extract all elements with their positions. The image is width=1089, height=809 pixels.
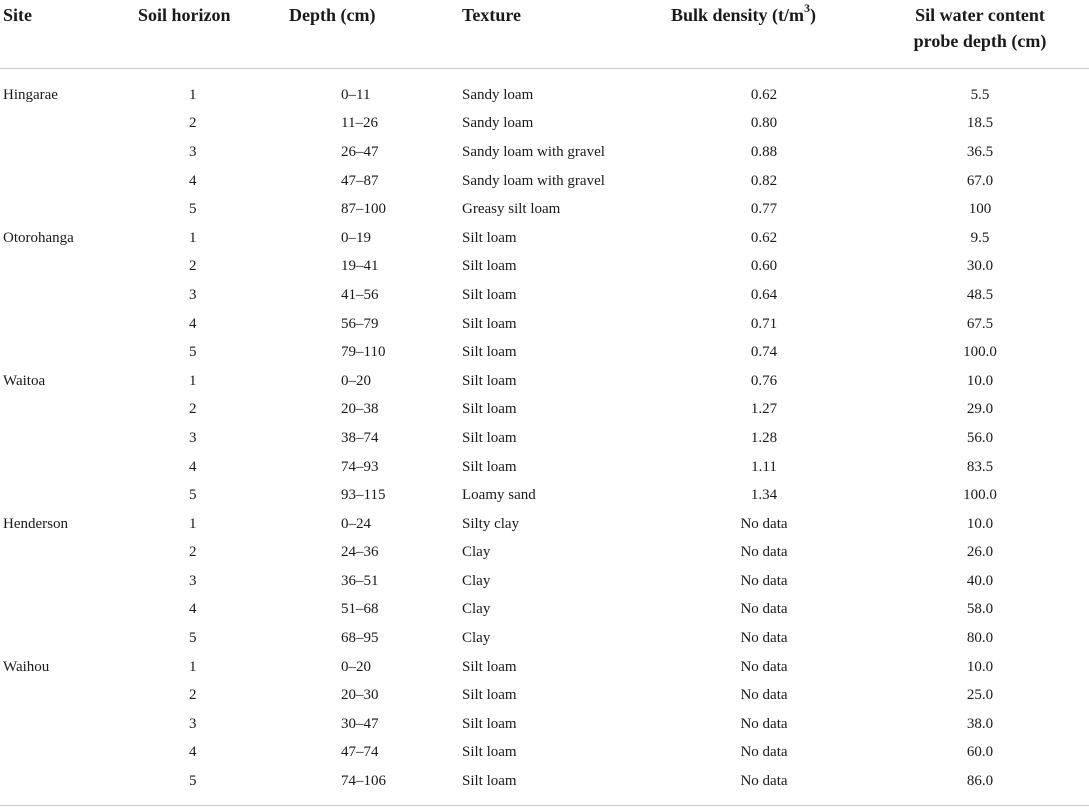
cell-depth: 19–41 (341, 258, 379, 275)
cell-texture: Silt loam (462, 658, 517, 675)
table-row (0, 253, 1089, 282)
table-row (0, 424, 1089, 453)
table-row (0, 653, 1089, 682)
header-depth: Depth (cm) (283, 0, 461, 69)
table-row (0, 681, 1089, 710)
cell-depth: 0–11 (341, 86, 371, 103)
cell-horizon: 2 (189, 258, 197, 275)
cell-bulk: No data (740, 515, 788, 532)
table-row (0, 567, 1089, 596)
cell-bulk: No data (740, 715, 788, 732)
cell-texture: Clay (462, 601, 491, 618)
cell-site (0, 596, 138, 625)
table-row (0, 195, 1089, 224)
header-texture: Texture (461, 0, 657, 69)
cell-depth: 47–87 (341, 172, 379, 189)
table-row (0, 481, 1089, 510)
cell-site (0, 624, 138, 653)
table-bottom-rule (0, 805, 1089, 806)
cell-probe: 26.0 (966, 544, 994, 561)
table-row (0, 281, 1089, 310)
cell-horizon: 3 (189, 572, 197, 589)
cell-bulk: 0.82 (750, 172, 778, 189)
cell-texture: Silt loam (462, 715, 517, 732)
cell-texture: Silty clay (462, 515, 520, 532)
header-bulk-density (657, 0, 871, 69)
header-probe-depth (871, 0, 1089, 69)
table-row (0, 710, 1089, 739)
cell-texture: Clay (462, 630, 491, 647)
cell-bulk: 0.77 (750, 201, 778, 218)
table-row (0, 624, 1089, 653)
cell-horizon: 3 (189, 143, 197, 160)
cell-probe: 40.0 (966, 572, 994, 589)
cell-site (0, 396, 138, 425)
cell-site (0, 710, 138, 739)
cell-site (0, 424, 138, 453)
cell-probe: 60.0 (966, 744, 994, 761)
cell-texture: Clay (462, 544, 491, 561)
cell-bulk: 1.34 (750, 487, 778, 504)
cell-texture: Silt loam (462, 372, 517, 389)
table-row (0, 510, 1089, 539)
cell-depth: 0–20 (341, 658, 371, 675)
table-row (0, 110, 1089, 139)
cell-texture: Sandy loam (462, 115, 534, 132)
cell-texture: Silt loam (462, 315, 517, 332)
cell-depth: 79–110 (341, 344, 386, 361)
cell-horizon: 4 (189, 744, 197, 761)
cell-depth: 56–79 (341, 315, 379, 332)
cell-site (0, 767, 138, 796)
cell-horizon: 5 (189, 487, 197, 504)
cell-texture: Silt loam (462, 458, 517, 475)
cell-depth: 0–24 (341, 515, 371, 532)
cell-site (0, 195, 138, 224)
cell-depth: 51–68 (341, 601, 379, 618)
cell-horizon: 2 (189, 544, 197, 561)
cell-texture: Silt loam (462, 344, 517, 361)
cell-site (0, 567, 138, 596)
header-bulk-density-text: Bulk density (t/m (671, 5, 805, 25)
cell-bulk: 0.62 (750, 86, 778, 103)
cell-texture: Sandy loam with gravel (462, 143, 605, 160)
cell-probe: 48.5 (966, 286, 994, 303)
cell-probe: 9.5 (970, 229, 990, 246)
table-header (0, 0, 1089, 69)
cell-depth: 20–30 (341, 687, 379, 704)
cell-bulk: No data (740, 658, 788, 675)
header-bulk-density-superscript: 3 (804, 1, 811, 15)
table-row (0, 310, 1089, 339)
cell-texture: Silt loam (462, 744, 517, 761)
cell-texture: Silt loam (462, 687, 517, 704)
cell-horizon: 2 (189, 115, 197, 132)
cell-probe: 80.0 (966, 630, 994, 647)
header-row (0, 0, 1089, 69)
cell-texture: Silt loam (462, 429, 517, 446)
cell-horizon: 4 (189, 458, 197, 475)
cell-bulk: 0.76 (750, 372, 778, 389)
cell-site: Waitoa (3, 372, 46, 389)
cell-texture: Sandy loam (462, 86, 534, 103)
cell-bulk: No data (740, 773, 788, 790)
cell-horizon: 3 (189, 715, 197, 732)
table-row (0, 396, 1089, 425)
table-row (0, 167, 1089, 196)
cell-probe: 38.0 (966, 715, 994, 732)
cell-bulk: No data (740, 687, 788, 704)
cell-texture: Silt loam (462, 258, 517, 275)
cell-probe: 10.0 (966, 515, 994, 532)
cell-probe: 10.0 (966, 372, 994, 389)
cell-bulk: 1.11 (751, 458, 777, 475)
cell-probe: 58.0 (966, 601, 994, 618)
cell-depth: 20–38 (341, 401, 379, 418)
cell-texture: Sandy loam with gravel (462, 172, 605, 189)
cell-horizon: 4 (189, 601, 197, 618)
header-bulk-density-close: ) (810, 5, 817, 25)
cell-site (0, 281, 138, 310)
cell-depth: 36–51 (341, 572, 379, 589)
cell-texture: Silt loam (462, 286, 517, 303)
cell-probe: 30.0 (966, 258, 994, 275)
cell-horizon: 4 (189, 315, 197, 332)
cell-horizon: 1 (189, 86, 197, 103)
table-row (0, 453, 1089, 482)
cell-horizon: 3 (189, 429, 197, 446)
cell-depth: 41–56 (341, 286, 379, 303)
cell-probe: 67.0 (966, 172, 994, 189)
header-probe-line1: Sil water content (915, 5, 1045, 25)
cell-depth: 74–106 (341, 773, 386, 790)
cell-horizon: 1 (189, 372, 197, 389)
cell-bulk: No data (740, 601, 788, 618)
cell-probe: 18.5 (966, 115, 994, 132)
table-row (0, 367, 1089, 396)
cell-site: Otorohanga (3, 229, 74, 246)
cell-horizon: 5 (189, 201, 197, 218)
cell-horizon: 4 (189, 172, 197, 189)
cell-bulk: No data (740, 544, 788, 561)
cell-horizon: 1 (189, 658, 197, 675)
cell-depth: 11–26 (341, 115, 378, 132)
cell-site (0, 539, 138, 568)
cell-site (0, 739, 138, 768)
cell-horizon: 2 (189, 687, 197, 704)
cell-horizon: 5 (189, 630, 197, 647)
cell-bulk: No data (740, 630, 788, 647)
header-probe-line2: probe depth (cm) (913, 31, 1047, 51)
cell-depth: 26–47 (341, 143, 379, 160)
cell-texture: Silt loam (462, 401, 517, 418)
cell-bulk: 0.62 (750, 229, 778, 246)
cell-bulk: 0.80 (750, 115, 778, 132)
cell-depth: 74–93 (341, 458, 379, 475)
table-row (0, 138, 1089, 167)
cell-probe: 36.5 (966, 143, 994, 160)
cell-site: Henderson (3, 515, 68, 532)
cell-site (0, 681, 138, 710)
cell-depth: 93–115 (341, 487, 386, 504)
cell-texture: Silt loam (462, 773, 517, 790)
cell-site (0, 453, 138, 482)
cell-bulk: 1.27 (750, 401, 778, 418)
cell-texture: Greasy silt loam (462, 201, 561, 218)
cell-probe: 5.5 (970, 86, 990, 103)
cell-horizon: 2 (189, 401, 197, 418)
cell-probe: 100 (968, 201, 992, 218)
cell-horizon: 5 (189, 344, 197, 361)
cell-texture: Silt loam (462, 229, 517, 246)
cell-horizon: 3 (189, 286, 197, 303)
cell-depth: 38–74 (341, 429, 379, 446)
cell-site (0, 138, 138, 167)
cell-site (0, 253, 138, 282)
table-row (0, 739, 1089, 768)
cell-bulk: 0.71 (750, 315, 778, 332)
cell-probe: 100.0 (963, 487, 997, 504)
cell-depth: 24–36 (341, 544, 379, 561)
cell-bulk: No data (740, 744, 788, 761)
cell-probe: 10.0 (966, 658, 994, 675)
cell-horizon: 1 (189, 515, 197, 532)
cell-bulk: 0.60 (750, 258, 778, 275)
cell-probe: 83.5 (966, 458, 994, 475)
cell-bulk: 0.64 (750, 286, 778, 303)
cell-site (0, 310, 138, 339)
cell-probe: 86.0 (966, 773, 994, 790)
cell-site: Hingarae (3, 86, 58, 103)
table-row (0, 596, 1089, 625)
cell-probe: 100.0 (963, 344, 997, 361)
cell-probe: 25.0 (966, 687, 994, 704)
cell-texture: Loamy sand (462, 487, 536, 504)
cell-texture: Clay (462, 572, 491, 589)
cell-depth: 0–19 (341, 229, 371, 246)
table-body (0, 69, 1089, 796)
cell-bulk: 0.74 (750, 344, 778, 361)
table-row (0, 338, 1089, 367)
cell-depth: 47–74 (341, 744, 379, 761)
cell-probe: 29.0 (966, 401, 994, 418)
cell-site: Waihou (3, 658, 50, 675)
cell-depth: 0–20 (341, 372, 371, 389)
cell-probe: 56.0 (966, 429, 994, 446)
table-row (0, 69, 1089, 110)
cell-bulk: 1.28 (750, 429, 778, 446)
cell-probe: 67.5 (966, 315, 994, 332)
cell-depth: 30–47 (341, 715, 379, 732)
table-row (0, 767, 1089, 796)
header-soil-horizon: Soil horizon (138, 0, 283, 69)
cell-bulk: 0.88 (750, 143, 778, 160)
table-row (0, 224, 1089, 253)
cell-site (0, 110, 138, 139)
cell-horizon: 1 (189, 229, 197, 246)
cell-site (0, 167, 138, 196)
cell-site (0, 481, 138, 510)
cell-site (0, 338, 138, 367)
cell-depth: 68–95 (341, 630, 379, 647)
cell-bulk: No data (740, 572, 788, 589)
cell-depth: 87–100 (341, 201, 386, 218)
table-row (0, 539, 1089, 568)
cell-horizon: 5 (189, 773, 197, 790)
header-site: Site (0, 0, 138, 69)
